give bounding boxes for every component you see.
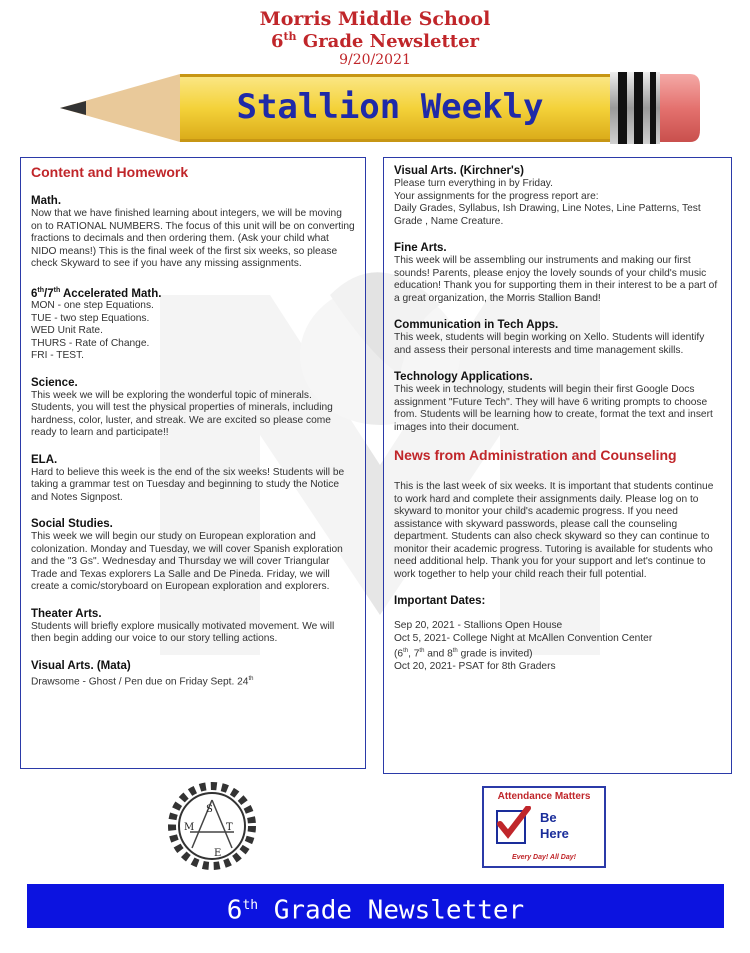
accel-sup-2: th [53, 286, 61, 294]
date-line: Sep 20, 2021 - Stallions Open House [394, 620, 563, 631]
date-line: Oct 5, 2021- College Night at McAllen Convention Center [394, 632, 653, 644]
ela-heading: ELA. [31, 453, 58, 466]
stem-letter: M [184, 822, 195, 833]
visual-arts-kirchner-heading: Visual Arts. (Kirchner's) [394, 165, 524, 177]
math-heading: Math. [31, 195, 62, 207]
comm-tech-heading: Communication in Tech Apps. [394, 319, 559, 331]
date-line3-c: and 8 [424, 648, 453, 660]
social-studies-body: This week we will begin our study on European exploration and colonization. Monday and Tuesday, we will cover Spanish exploration and the "3 Gs". Wednesday and Thursday we will cover Triangular Trade and Texas explorers La Salle and De Pineda. Friday, we will create a comic/storyboard on European exploration and explorers. [31, 531, 343, 593]
visual-arts-mata-text: Drawsome - Ghost / Pen due on Friday Sept. 24 [31, 676, 249, 688]
check-mark-icon [494, 806, 534, 842]
tech-apps-body: This week in technology, students will begin their first Google Docs assignment "Future Tech". They will have 6 writing prompts to choose from. Students will be learning how to create, format the text and insert images into their document. [394, 384, 713, 433]
math-body: Now that we have finished learning about integers, we will be moving on to RATIONAL NUMBERS. The focus of this unit will be on converting fractions to decimals and then ordering them. (Ask your child what NIDO means!) This is the final week of the first six weeks, so please check Skyward to see if you have any missing assignments. [31, 208, 355, 269]
checkbox-icon [496, 810, 526, 844]
accel-sup-1: th [37, 286, 45, 294]
section-title-admin-counseling: News from Administration and Counseling [394, 447, 677, 463]
accel-math-heading [31, 284, 355, 301]
theater-arts-heading: Theater Arts. [31, 607, 102, 620]
right-info-panel [383, 157, 732, 774]
science-body: This week we will be exploring the wonderful topic of minerals. Students, you will test the physical properties of minerals, including hardness, color, luster, and streak. We are excited so please come ready to learn and participate!! [31, 389, 333, 439]
attendance-be: Be [540, 810, 557, 825]
date-line3-a: (6 [394, 648, 404, 660]
section-title-content-homework: Content and Homework [31, 164, 189, 180]
comm-tech-body: This week, students will begin working on Xello. Students will identify and assess their personal interests and time management skills. [394, 332, 705, 356]
ela-body: Hard to believe this week is the end of the six weeks! Students will be taking a grammar test on Tuesday and beginning to study the Notice and Notes Signpost. [31, 466, 345, 503]
fine-arts-body: This week will be assembling our instruments and making our first sounds! Parents, please enjoy the lovely sounds of your child's music education! Thank you for supporting them in their interest to be a part of a great organization, the Morris Stallion Band! [394, 255, 718, 304]
stem-letter: S [206, 804, 213, 815]
social-studies-heading: Social Studies. [31, 518, 113, 531]
tech-apps-heading: Technology Applications. [394, 371, 533, 383]
stem-letter: E [214, 848, 222, 859]
attendance-title: Attendance Matters [497, 791, 591, 802]
newsletter-title [0, 30, 750, 52]
accel-grade-7: /7 [44, 287, 54, 300]
attendance-matters-badge [482, 786, 606, 868]
footer-banner [27, 884, 724, 928]
accel-title: Accelerated Math. [60, 287, 162, 300]
attendance-here: Here [540, 826, 569, 841]
content-homework-panel [20, 157, 366, 769]
accel-math-item: THURS - Rate of Change. [31, 337, 150, 349]
date-line [394, 645, 721, 661]
attendance-be-here [540, 810, 569, 842]
accel-math-item: WED Unit Rate. [31, 325, 103, 337]
footer-grade-sup: th [242, 898, 259, 913]
accel-math-item: MON - one step Equations. [31, 300, 154, 312]
important-dates-heading: Important Dates: [394, 595, 486, 607]
date-line3-sup1: th [403, 648, 409, 654]
accel-math-item: TUE - two step Equations. [31, 312, 150, 324]
stem-gear-logo-icon [162, 782, 262, 870]
footer-grade-number: 6 [226, 895, 243, 926]
accel-math-item: FRI - TEST. [31, 350, 85, 362]
footer-title: Grade Newsletter [258, 895, 525, 926]
date-line3-sup3: th [452, 648, 458, 654]
theater-arts-body: Students will briefly explore musically motivated movement. We will then begin adding our voice to our story telling actions. [31, 620, 335, 645]
visual-arts-kirchner-body: Please turn everything in by Friday. Your assignments for the progress report are: Daily Grades, Syllabus, Ish Drawing, Line Notes, Line Patterns, Test Grade , Name Creature. [394, 178, 701, 227]
school-name: Morris Middle School [259, 8, 491, 30]
grade-number: 6 [270, 31, 284, 52]
accel-grade-6: 6 [31, 287, 38, 300]
grade-title-text: Grade Newsletter [296, 31, 480, 52]
date-line: Oct 20, 2021- PSAT for 8th Graders [394, 660, 556, 672]
visual-arts-mata-sup: th [248, 675, 254, 682]
newsletter-date: 9/20/2021 [339, 52, 411, 68]
date-line3-b: , 7 [408, 648, 420, 660]
stem-letter: T [226, 822, 233, 833]
banner-title: Stallion Weekly [236, 87, 544, 127]
fine-arts-heading: Fine Arts. [394, 242, 447, 254]
science-heading: Science. [31, 376, 78, 389]
grade-suffix-sup: th [283, 30, 297, 43]
date-line3-sup2: th [419, 648, 425, 654]
visual-arts-mata-body [31, 673, 355, 689]
date-line3-d: grade is invited) [457, 648, 533, 660]
admin-body: This is the last week of six weeks. It is important that students continue to work hard and complete their assignments daily. Please log on to skyward to monitor your child's academic progress. If you need assistance with skyward passwords, please call the counseling department. Students can also check skyward so they can continue to monitor their academic progress. Tutoring is available for students who need additional help. Thank you for your support and let's continue to work together to help your child reach their full potential. [394, 481, 714, 580]
visual-arts-mata-heading: Visual Arts. (Mata) [31, 659, 131, 672]
attendance-subtitle: Every Day! All Day! [512, 854, 576, 861]
